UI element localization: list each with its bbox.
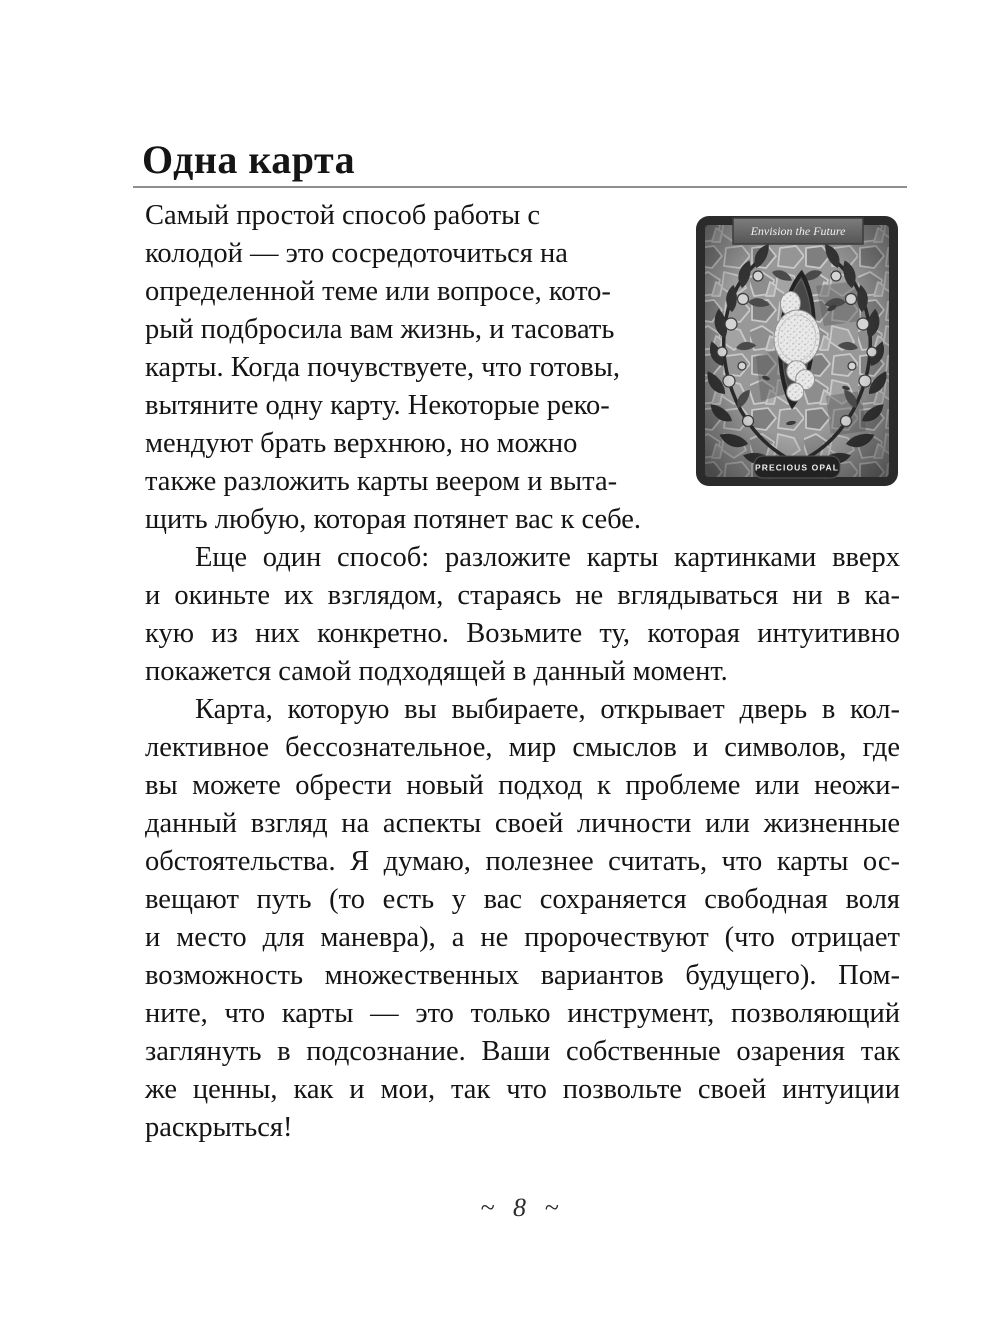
text-line: же ценны, как и мои, так что позвольте своей интуиции <box>145 1074 900 1105</box>
text-line: Еще один способ: разложите карты картинками вверх <box>195 542 900 573</box>
text-line: мендуют брать верхнюю, но можно <box>145 428 578 459</box>
tarot-card-image <box>696 216 898 486</box>
text-line: лективное бессознательное, мир смыслов и символов, где <box>145 732 900 763</box>
text-line: и окиньте их взглядом, стараясь не вглядываться ни в ка- <box>145 580 900 611</box>
text-line: возможность множественных вариантов будущего). Пом- <box>145 960 900 991</box>
text-line: ните, что карты — это только инструмент, позволяющий <box>145 998 900 1029</box>
text-line: определенной теме или вопросе, кото- <box>145 276 611 307</box>
text-line: и место для маневра), а не пророчествуют (что отрицает <box>145 922 900 953</box>
text-line: Карта, которую вы выбираете, открывает дверь в кол- <box>195 694 900 725</box>
paragraph-card-meaning <box>145 691 900 1147</box>
text-line: колодой — это сосредоточиться на <box>145 238 568 269</box>
text-line: также разложить карты веером и выта- <box>145 466 618 497</box>
text-line: заглянуть в подсознание. Ваши собственные озарения так <box>145 1036 900 1067</box>
text-line: покажется самой подходящей в данный момент. <box>145 656 728 687</box>
text-line: раскрыться! <box>145 1112 293 1143</box>
text-line: карты. Когда почувствуете, что готовы, <box>145 352 620 383</box>
text-line: вещают путь (то есть у вас сохраняется свободная воля <box>145 884 900 915</box>
text-line: данный взгляд на аспекты своей личности или жизненные <box>145 808 900 839</box>
text-line: вы можете обрести новый подход к проблеме или неожи- <box>145 770 900 801</box>
page-title: Одна карта <box>142 137 356 182</box>
text-line: кую из них конкретно. Возьмите ту, которая интуитивно <box>145 618 900 649</box>
card-name-banner <box>754 456 840 478</box>
paragraph-second-method <box>145 539 900 691</box>
card-title: Envision the Future <box>750 224 846 238</box>
page-number: ~ 8 ~ <box>480 1193 565 1222</box>
card-title-banner <box>733 218 863 244</box>
card-name-label: PRECIOUS OPAL <box>754 462 840 473</box>
text-line: вытяните одну карту. Некоторые реко- <box>145 390 610 421</box>
text-line: обстоятельства. Я думаю, полезнее считать, что карты ос- <box>145 846 900 877</box>
chapter-header <box>133 137 907 188</box>
text-line: Самый простой способ работы с <box>145 200 541 231</box>
text-line: щить любую, которая потянет вас к себе. <box>145 504 642 535</box>
text-line: рый подбросила вам жизнь, и тасовать <box>145 314 615 345</box>
